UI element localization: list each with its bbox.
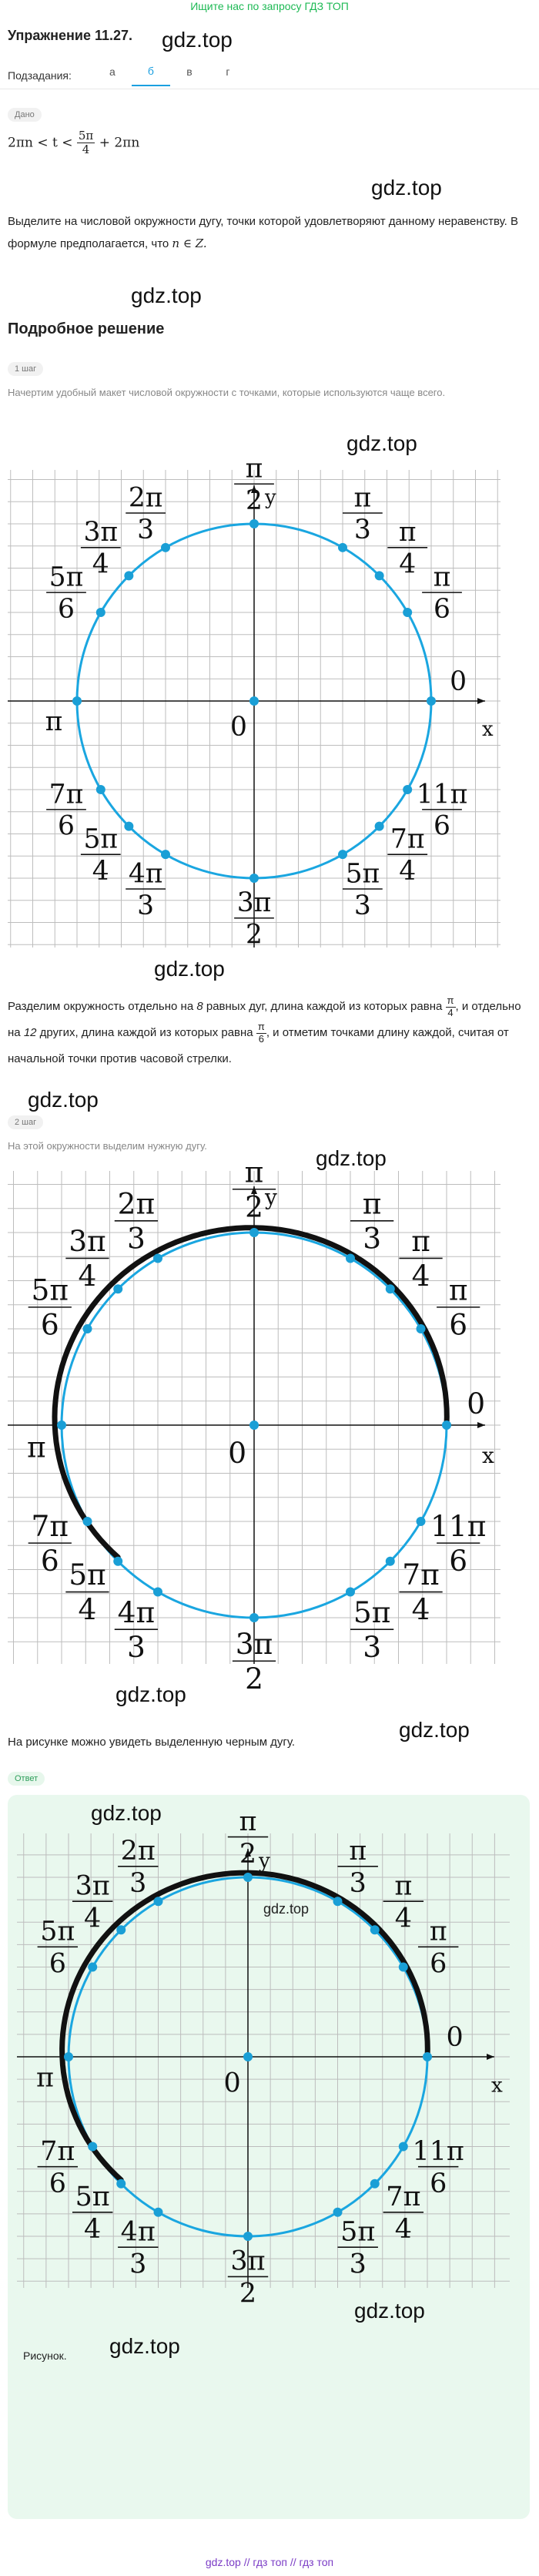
angle-label <box>46 562 86 625</box>
circle-point <box>153 1253 162 1263</box>
label-numerator: 2π <box>128 482 163 514</box>
circle-point <box>423 2052 432 2061</box>
solution-heading: Подробное решение <box>8 320 165 337</box>
angle-label <box>28 1509 72 1578</box>
task-math: n ∈ Z. <box>172 236 207 250</box>
circle-point <box>333 1897 343 1906</box>
watermark: gdz.top <box>28 1088 99 1112</box>
exercise-title: Упражнение 11.27. <box>8 28 133 43</box>
pi-label: π <box>45 706 63 737</box>
watermark: gdz.top <box>371 176 442 200</box>
circle-point <box>375 571 384 580</box>
circle-point <box>116 2179 126 2189</box>
circle-point <box>370 1925 380 1934</box>
origin-label: 0 <box>228 1435 247 1470</box>
circle-point <box>403 608 412 617</box>
circle-point <box>338 543 347 552</box>
zero-label: 0 <box>446 2022 464 2054</box>
promo-banner[interactable]: Ищите нас по запросу ГДЗ ТОП <box>190 0 349 12</box>
circle-point <box>113 1557 122 1566</box>
watermark: gdz.top <box>109 2334 180 2358</box>
ineq-right: + 2πn <box>99 135 140 151</box>
label-denominator: 4 <box>399 856 417 887</box>
circle-point <box>161 850 170 859</box>
given-inequality <box>8 129 139 157</box>
ineq-num: 5π <box>78 129 94 143</box>
label-numerator: 3π <box>83 517 119 548</box>
circle-point <box>243 1873 253 1882</box>
angle-label <box>72 1870 112 1934</box>
watermark: gdz.top <box>346 431 417 455</box>
watermark: gdz.top <box>162 28 233 52</box>
label-numerator: π <box>245 453 263 485</box>
label-numerator: 5π <box>49 562 84 593</box>
task-body: Выделите на числовой окружности дугу, точки которой удовлетворяют данному неравенству. В формуле предполагается, что <box>8 215 519 250</box>
label-denominator: 2 <box>246 919 263 951</box>
angle-label <box>81 824 121 887</box>
label-denominator: 2 <box>239 1838 257 1870</box>
zero-label: 0 <box>467 1387 486 1420</box>
angle-label <box>234 887 274 950</box>
x-axis-label: x <box>491 2074 503 2098</box>
circle-point <box>88 2142 97 2152</box>
angle-label <box>46 779 86 841</box>
ineq-left: 2πn < t < <box>8 135 73 151</box>
frac-den: 4 <box>447 1006 454 1018</box>
y-axis-label: y <box>265 1185 277 1210</box>
label-numerator: 7π <box>40 2135 75 2167</box>
label-denominator: 6 <box>40 1543 59 1578</box>
answer-chip: Ответ <box>8 1772 45 1786</box>
watermark: gdz.top <box>154 957 225 981</box>
ineq-fraction <box>77 129 95 157</box>
angle-label <box>233 1627 276 1696</box>
circle-point <box>82 1517 92 1526</box>
footer-links[interactable]: gdz.top // гдз топ // гдз топ <box>205 2556 334 2568</box>
angle-label <box>350 1595 393 1664</box>
label-denominator: 4 <box>411 1592 430 1627</box>
angle-label <box>118 2216 158 2279</box>
angle-label <box>387 517 427 579</box>
circle-point <box>417 1517 426 1526</box>
label-numerator: π <box>411 1224 430 1259</box>
label-denominator: 2 <box>245 1661 263 1696</box>
label-numerator: 5π <box>340 2216 376 2248</box>
step2-text: На этой окружности выделим нужную дугу. <box>8 1140 207 1152</box>
label-numerator: 4π <box>128 858 163 890</box>
explain-part: , и отдельно на <box>8 1000 521 1039</box>
label-denominator: 2 <box>246 485 263 517</box>
label-numerator: 5π <box>345 858 380 890</box>
watermark: gdz.top <box>316 1146 387 1170</box>
angle-label <box>383 2182 424 2245</box>
watermark: gdz.top <box>116 1682 186 1706</box>
label-denominator: 6 <box>58 593 75 625</box>
given-chip: Дано <box>8 108 42 122</box>
angle-label <box>383 1870 424 1934</box>
circle-point <box>249 874 259 883</box>
label-denominator: 3 <box>137 890 155 921</box>
explain-fraction <box>446 995 456 1019</box>
label-denominator: 3 <box>363 1629 382 1664</box>
label-denominator: 4 <box>78 1592 97 1627</box>
label-denominator: 4 <box>394 1903 412 1934</box>
label-denominator: 3 <box>353 890 371 921</box>
label-denominator: 6 <box>434 593 450 625</box>
label-denominator: 6 <box>430 2168 447 2199</box>
label-numerator: 3π <box>236 887 272 919</box>
circle-point <box>249 1613 259 1622</box>
label-denominator: 3 <box>353 514 371 545</box>
watermark: gdz.top <box>263 1901 310 1917</box>
x-axis-label: x <box>482 1442 494 1468</box>
label-numerator: 4π <box>120 2216 156 2248</box>
angle-label <box>338 1836 378 1899</box>
angle-label <box>65 1558 109 1626</box>
subtask-nav <box>8 65 247 86</box>
label-numerator: 7π <box>49 779 84 810</box>
angle-label <box>126 858 166 921</box>
step1-text: Начертим удобный макет числовой окружности с точками, которые используются чаще всего. <box>8 387 446 398</box>
label-numerator: 7π <box>390 823 425 855</box>
angle-label <box>387 824 427 887</box>
angle-label <box>338 2216 378 2279</box>
label-denominator: 3 <box>126 1629 146 1664</box>
circle-point <box>154 1897 163 1906</box>
angle-label <box>38 2136 78 2199</box>
label-denominator: 6 <box>49 2168 66 2199</box>
label-denominator: 4 <box>84 1903 102 1934</box>
label-denominator: 4 <box>84 2214 102 2246</box>
unit-circle-figure-1 <box>8 453 500 951</box>
label-denominator: 6 <box>49 1948 66 1980</box>
label-denominator: 4 <box>411 1259 430 1293</box>
label-numerator: 11π <box>416 779 468 810</box>
label-numerator: 2π <box>120 1836 156 1867</box>
step1-explanation <box>8 994 531 1072</box>
y-axis-label: y <box>265 486 276 509</box>
circle-point <box>82 1324 92 1333</box>
watermark: gdz.top <box>91 1801 162 1825</box>
y-axis-label: y <box>259 1850 270 1873</box>
answer-caption: Рисунок. <box>23 2350 67 2362</box>
angle-label <box>72 2182 112 2245</box>
angle-label <box>115 1595 158 1664</box>
label-denominator: 3 <box>137 514 155 545</box>
circle-point <box>124 571 133 580</box>
circle-point <box>124 822 133 831</box>
label-denominator: 6 <box>40 1307 59 1342</box>
angle-label <box>28 1273 72 1342</box>
circle-point <box>72 696 82 706</box>
label-denominator: 6 <box>449 1307 468 1342</box>
frac-num: π <box>257 1020 265 1032</box>
label-denominator: 4 <box>399 548 417 580</box>
step2-chip: 2 шаг <box>8 1115 43 1129</box>
origin-point <box>249 1420 259 1430</box>
highlighted-arc <box>55 1228 447 1558</box>
label-numerator: π <box>429 1916 447 1947</box>
label-numerator: π <box>362 1186 382 1221</box>
label-denominator: 3 <box>349 2249 367 2280</box>
pi-label: π <box>27 1430 46 1464</box>
label-denominator: 3 <box>129 2249 147 2280</box>
label-numerator: 11π <box>430 1508 487 1543</box>
label-denominator: 4 <box>92 548 109 580</box>
angle-label <box>399 1558 442 1626</box>
watermark: gdz.top <box>354 2299 425 2323</box>
tab-g[interactable]: г <box>226 65 230 78</box>
label-denominator: 2 <box>239 2278 257 2309</box>
origin-label: 0 <box>223 2068 241 2099</box>
tab-v[interactable]: в <box>186 65 192 78</box>
frac-den: 6 <box>258 1032 264 1045</box>
circle-point <box>161 543 170 552</box>
circle-point <box>399 2142 408 2152</box>
label-numerator: 5π <box>40 1916 75 1947</box>
highlighted-arc <box>62 1873 428 2180</box>
circle-point <box>64 2052 73 2061</box>
label-denominator: 3 <box>126 1221 146 1256</box>
circle-point <box>386 1557 395 1566</box>
angle-label <box>350 1186 393 1255</box>
label-numerator: 3π <box>235 1626 273 1661</box>
label-numerator: 11π <box>412 2135 464 2167</box>
label-numerator: π <box>349 1836 367 1867</box>
label-numerator: 7π <box>402 1558 440 1592</box>
explain-part: равных дуг, длина каждой из которых равна <box>206 1000 443 1013</box>
circle-point <box>403 785 412 794</box>
label-numerator: 7π <box>386 2182 421 2213</box>
label-denominator: 4 <box>394 2214 412 2246</box>
label-numerator: 5π <box>69 1558 106 1592</box>
x-arrow <box>477 698 485 704</box>
angle-label <box>399 1224 442 1293</box>
explain-number: 8 <box>196 1000 203 1013</box>
circle-point <box>116 1925 126 1934</box>
ineq-den: 4 <box>82 143 90 157</box>
label-numerator: π <box>244 1155 264 1189</box>
label-numerator: 7π <box>31 1508 69 1543</box>
angle-label <box>343 858 383 921</box>
label-denominator: 3 <box>129 1868 147 1900</box>
task-text <box>8 211 531 255</box>
x-arrow <box>477 1422 485 1428</box>
explain-part: других, длина каждой из которых равна <box>39 1026 253 1039</box>
label-numerator: π <box>398 517 417 548</box>
pi-label: π <box>36 2062 55 2094</box>
watermark: gdz.top <box>399 1718 470 1742</box>
angle-label <box>81 517 121 579</box>
watermark: gdz.top <box>131 283 202 307</box>
tab-b[interactable]: б <box>132 65 170 86</box>
angle-label <box>422 562 462 625</box>
origin-label: 0 <box>229 711 247 743</box>
circle-point <box>346 1253 355 1263</box>
circle-point <box>399 1963 408 1972</box>
label-numerator: π <box>394 1870 413 1902</box>
label-denominator: 6 <box>430 1948 447 1980</box>
x-axis-label: x <box>482 717 494 741</box>
circle-point <box>57 1420 66 1430</box>
circle-point <box>96 608 105 617</box>
label-denominator: 2 <box>245 1189 263 1224</box>
explain-number: 12 <box>23 1026 37 1039</box>
label-denominator: 3 <box>363 1221 382 1256</box>
circle-point <box>243 2232 253 2241</box>
label-numerator: 5π <box>75 2182 110 2213</box>
origin-point <box>249 696 259 706</box>
subtask-label: Подзадания: <box>8 69 72 82</box>
origin-point <box>243 2052 253 2061</box>
label-denominator: 4 <box>92 856 109 887</box>
label-numerator: 2π <box>117 1186 156 1221</box>
circle-point <box>442 1420 451 1430</box>
circle-point <box>154 2208 163 2217</box>
label-denominator: 6 <box>449 1543 468 1578</box>
label-numerator: 3π <box>75 1870 110 1902</box>
circle-point <box>249 1228 259 1237</box>
label-numerator: 5π <box>83 823 119 855</box>
angle-label <box>118 1836 158 1899</box>
label-numerator: π <box>433 562 451 593</box>
label-denominator: 3 <box>349 1868 367 1900</box>
step2-after-text: На рисунке можно увидеть выделенную черным дугу. <box>8 1736 296 1749</box>
label-numerator: 5π <box>353 1595 391 1629</box>
tab-a[interactable]: а <box>109 65 116 78</box>
circle-point <box>333 2208 343 2217</box>
label-numerator: 5π <box>31 1273 69 1307</box>
angle-label <box>115 1186 158 1255</box>
zero-label: 0 <box>450 666 467 698</box>
circle-point <box>370 2179 380 2189</box>
angle-label <box>65 1224 109 1293</box>
frac-num: π <box>447 994 454 1006</box>
x-arrow <box>487 2054 494 2060</box>
circle-point <box>96 785 105 794</box>
angle-label <box>418 1917 458 1980</box>
circle-point <box>88 1963 97 1972</box>
label-denominator: 6 <box>434 810 450 842</box>
circle-point <box>338 850 347 859</box>
circle-point <box>113 1284 122 1293</box>
label-numerator: π <box>448 1273 468 1307</box>
label-denominator: 4 <box>78 1259 97 1293</box>
circle-point <box>417 1324 426 1333</box>
angle-label <box>126 482 166 545</box>
angle-label <box>38 1917 78 1980</box>
step1-chip: 1 шаг <box>8 362 43 376</box>
circle-point <box>375 822 384 831</box>
label-numerator: π <box>353 482 372 514</box>
label-numerator: π <box>239 1806 257 1837</box>
angle-label <box>437 1273 480 1342</box>
circle-point <box>386 1284 395 1293</box>
label-numerator: 4π <box>117 1595 156 1629</box>
angle-label <box>343 482 383 545</box>
label-numerator: 3π <box>69 1224 106 1259</box>
label-denominator: 6 <box>58 810 75 842</box>
label-numerator: 3π <box>230 2246 266 2277</box>
explain-part: Разделим окружность отдельно на <box>8 1000 194 1013</box>
explain-part: , и отметим точками длину каждой, считая от начальной точки против часовой стрелки. <box>8 1026 509 1065</box>
circle-point <box>427 696 436 706</box>
circle-point <box>249 519 259 528</box>
explain-fraction <box>256 1021 266 1045</box>
